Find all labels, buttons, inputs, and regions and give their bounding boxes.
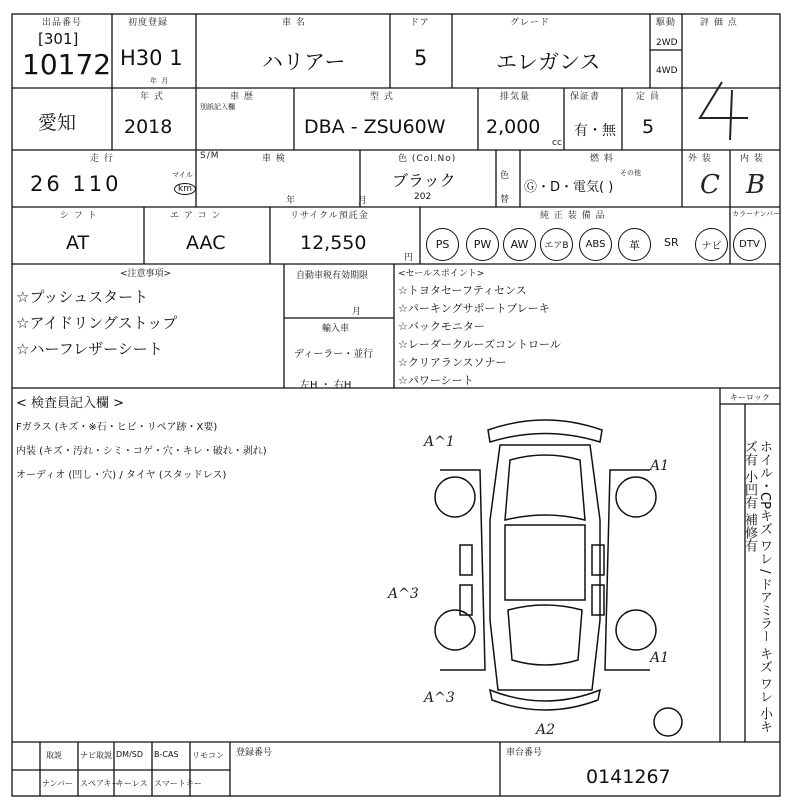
note-2: ☆アイドリングストップ (16, 314, 178, 332)
yen-unit: 円 (404, 253, 414, 263)
shift-label: シ フ ト (60, 211, 98, 221)
displacement-label: 排気量 (500, 92, 531, 102)
score-value (770, 140, 771, 141)
mark-rear-right: A1 (650, 650, 670, 666)
equip-sr: SR (664, 236, 679, 249)
note-1: ☆プッシュスタート (16, 288, 149, 306)
mark-rear-bumper: A2 (536, 722, 556, 738)
footer-spare-key: スペアキー (80, 779, 120, 788)
score-label: 評 価 点 (700, 18, 738, 28)
car-name: ハリアー (262, 50, 346, 74)
fuel-other: その他 (620, 169, 641, 177)
equip-navi: ナビ (695, 228, 728, 261)
equip-airbag: エアB (540, 228, 573, 261)
capacity-label: 定 員 (636, 92, 660, 102)
warranty-label: 保証書 (570, 92, 601, 102)
exterior-label: 外 装 (688, 154, 712, 164)
equipment-label: 純 正 装 備 品 (540, 211, 606, 221)
displacement: 2,000 (486, 116, 541, 138)
notes-label: <注意事項> (120, 269, 172, 279)
score-handwriting (700, 82, 748, 140)
footer-keyless: キーレス (116, 779, 148, 788)
steering-side: 左H ・ 右H (300, 380, 352, 391)
year-label: 年 式 (140, 92, 164, 102)
interior-grade: B (746, 170, 766, 200)
grade: エレガンス (496, 50, 601, 74)
color-code: 202 (414, 192, 432, 202)
dealer-type: ディーラー・並行 (294, 349, 374, 360)
footer-remote: リモコン (192, 751, 224, 760)
equip-leather: 革 (618, 228, 651, 261)
fuel-label: 燃 料 (590, 154, 614, 164)
reg-number-label: 登録番号 (236, 748, 273, 758)
lot-bracket: [301] (38, 30, 79, 48)
note-3: ☆ハーフレザーシート (16, 340, 163, 358)
model-year: 2018 (124, 116, 173, 138)
mileage-mark: S/M (200, 151, 220, 161)
footer-navi-manual: ナビ取説 (80, 751, 112, 760)
recycle-fee: 12,550 (300, 232, 367, 254)
inspector-glass: Fガラス (キズ・※石・ヒビ・リペア跡・X要) (16, 422, 218, 433)
door-label: ドア (410, 18, 430, 28)
footer-smart-key: スマートキー (154, 779, 202, 788)
keylock-label: キーロック (730, 393, 770, 402)
mileage: 26 110 (30, 172, 122, 196)
mark-left-door: A^3 (388, 586, 419, 602)
drive-label: 駆動 (656, 18, 677, 28)
drive-2wd: 2WD (656, 38, 678, 48)
footer-manual: 取説 (46, 751, 62, 760)
sales-point-4: ☆レーダークルーズコントロール (398, 338, 561, 351)
doors: 5 (414, 46, 428, 70)
color-label: 色 (Col.No) (398, 154, 457, 164)
inspection-label: 車 検 (262, 154, 286, 164)
history-label: 車 歴 (230, 92, 254, 102)
fuel-type: Ⓖ・D・電気( ) (524, 180, 614, 195)
model-code: DBA - ZSU60W (304, 116, 446, 138)
equip-abs: ABS (579, 228, 612, 261)
color-change: 色替 (500, 171, 510, 205)
mile-unit: マイル (172, 171, 193, 179)
equip-pw: PW (466, 228, 499, 261)
sales-point-5: ☆クリアランスソナー (398, 356, 507, 369)
warranty: 有・無 (574, 123, 616, 139)
capacity: 5 (642, 116, 655, 138)
lot-number: 10172 (22, 48, 112, 81)
mark-rear-left: A^3 (424, 690, 455, 706)
inspector-title: < 検査員記入欄 > (16, 396, 125, 411)
prefecture: 愛知 (38, 112, 77, 134)
drive-4wd: 4WD (656, 66, 678, 76)
grade-label: グレード (510, 18, 551, 28)
tax-month: 月 (352, 307, 362, 317)
sales-point-6: ☆パワーシート (398, 374, 474, 387)
car-diagram (435, 420, 682, 736)
mark-front-left: A^1 (424, 434, 455, 450)
inspector-interior: 内装 (キズ・汚れ・シミ・コゲ・穴・キレ・破れ・剥れ) (16, 446, 267, 457)
footer-dm-sd: DM/SD (116, 750, 143, 759)
footer-plate: ナンバー (42, 779, 74, 788)
tax-valid-label: 自動車税有効期限 (296, 271, 369, 281)
color-name: ブラック (392, 171, 456, 190)
chassis-number: 0141267 (586, 766, 671, 788)
recycle-label: リサイクル預託金 (290, 211, 369, 221)
mileage-label: 走 行 (90, 154, 114, 164)
inspector-audio-tire: オーディオ (凹し・穴) / タイヤ (スタッドレス) (16, 470, 227, 481)
equip-aw: AW (503, 228, 536, 261)
footer-bcas: B-CAS (154, 750, 179, 759)
sales-point-2: ☆パーキングサポートブレーキ (398, 302, 550, 315)
first-reg: H30 1 (120, 46, 183, 70)
mark-front-right: A1 (650, 458, 670, 474)
carcode-label: カラーナンバー (732, 210, 781, 218)
wheel-mirror-notes: ホイル・CPキズ ワレ / ドアミラー キズ ワレ 小キズ有 小凹有 補修有 (742, 440, 772, 734)
shift: AT (66, 232, 90, 254)
inspection-year-month: 年 月 (286, 196, 397, 206)
equip-dtv: DTV (733, 228, 766, 261)
sales-point-3: ☆バックモニター (398, 320, 485, 333)
lot-label: 出品番号 (42, 18, 83, 28)
import-label: 輸入車 (322, 324, 350, 334)
interior-label: 内 装 (740, 154, 764, 164)
exterior-grade: C (700, 170, 720, 200)
first-reg-label: 初度登録 (128, 18, 169, 28)
air-conditioner: AAC (186, 232, 226, 254)
chassis-label: 車台番号 (506, 748, 543, 758)
sales-label: <セールスポイント> (398, 269, 485, 279)
sales-point-1: ☆トヨタセーフティセンス (398, 284, 527, 297)
month-mark: 年 月 (150, 77, 170, 85)
history-note: 別紙記入欄 (200, 103, 235, 111)
ac-label: エ ア コ ン (170, 211, 222, 221)
km-unit: km (174, 183, 196, 195)
cc-unit: cc (552, 138, 562, 148)
car-name-label: 車 名 (282, 18, 306, 28)
equip-ps: PS (426, 228, 459, 261)
model-label: 型 式 (370, 92, 394, 102)
